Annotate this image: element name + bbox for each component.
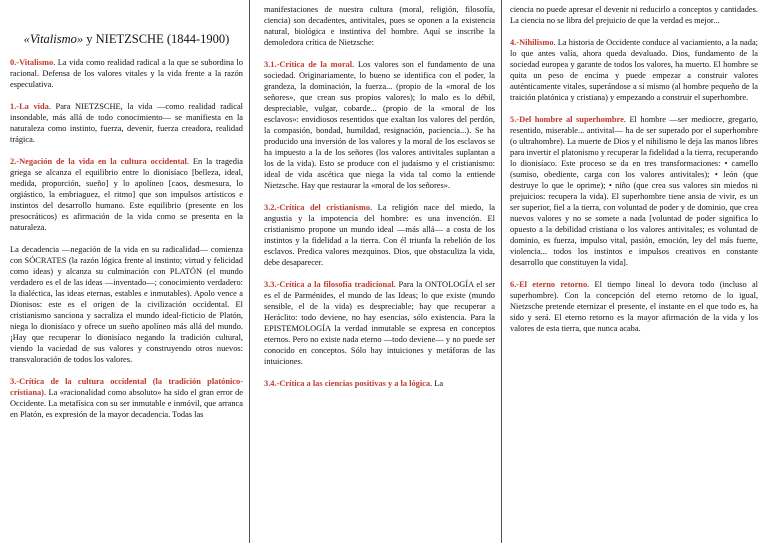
section-text: . La vida como realidad radical a la que se subordina lo racional. Defensa de los valores vitales y la vida frente a la razón especulativa. xyxy=(10,58,243,89)
section-vitalismo xyxy=(10,57,243,90)
section-heading: 2.-Negación de la vida en la cultura occidental xyxy=(10,157,187,166)
section-critica-moral xyxy=(264,59,495,191)
section-heading: 3.2.-Crítica del cristianismo xyxy=(264,203,371,212)
section-heading: 5.-Del hombre al superhombre xyxy=(510,115,624,124)
section-text: . Los valores son el fundamento de una sociedad. Originariamente, lo bueno se identifica con el poder, la grandeza, la dominación, la fuerza... (propio de la «moral de los señores», que crean sus propios valores); lo malo es lo débil, despreciable, vulgar, cobarde... (propio de la «moral de los esclavos»: envidiosos resentidos que exaltan los valores del perdón, la compasión, bondad, humildad, resignación, paciencia...). Se ha producido una inversión de los valores y la moral de los esclavos se ha impuesto a la de los señores (los valores antivitales suplantan a los de la vida). Esto se produce con el judaísmo y el cristianismo: ideal de vida ascética que niega la vida tal como la entiende Nietzsche. Hay que restaurar la «moral de los señores». xyxy=(264,60,495,190)
section-critica-filosofia xyxy=(264,279,495,367)
section-eterno-retorno xyxy=(510,279,758,334)
section-heading: 1.-La vida xyxy=(10,102,49,111)
section-heading: 4.-Nihilismo xyxy=(510,38,554,47)
section-negacion xyxy=(10,156,243,233)
section-critica-cristianismo xyxy=(264,202,495,268)
section-text: . La «racionalidad como absoluto» ha sido el gran error de Occidente. La metafísica con su ser inmutable e inmóvil, que arranca en Platón, es expresión de la mayor decadencia. Todas las xyxy=(10,388,243,419)
section-text: . La xyxy=(430,379,444,388)
section-la-vida xyxy=(10,101,243,145)
section-heading: 6.-El eterno retorno xyxy=(510,280,588,289)
title-rest: y NIETZSCHE (1844-1900) xyxy=(83,32,230,46)
section-continuation xyxy=(264,4,495,48)
section-superhombre xyxy=(510,114,758,268)
section-continuation xyxy=(510,4,758,26)
section-heading: 0.-Vitalismo xyxy=(10,58,54,67)
section-text: manifestaciones de nuestra cultura (moral, religión, filosofía, ciencia) son decadentes, antivitales, pues se oponen a la existencia natural, biológica e instintiva del hombre. Aquí se inscribe la demoledora crítica de Nietzsche: xyxy=(264,5,495,47)
section-text: . La historia de Occidente conduce al vaciamiento, a la nada; lo que antes valía, ahora queda devaluado. Dios, fundamento de la sociedad europea y garante de todos los valores, ha muerto. El hombre se quita un peso de encima y puede empezar a construir valores auténticamente vitales, superándose a sí mismo (al hombre pequeño de la traición platónica y cristiana) y empezando a construir el superhombre. xyxy=(510,38,758,102)
section-decadencia xyxy=(10,244,243,365)
section-critica-ciencias xyxy=(264,378,495,389)
section-text: . En la tragedia griega se alcanza el equilibrio entre lo dionisíaco [belleza, ideal, medida, proporción, sueño] y lo apolíneo [caos, desmesura, lo orgiástico, la embriaguez, el ritmo] que son impulsos artísticos e instintos del desarrollo humano. Este equilibrio (presente en los presocráticos) es afirmación de la vida como se presenta en la naturaleza. xyxy=(10,157,244,232)
column-1 xyxy=(0,0,250,543)
section-heading: 3.1.-Crítica de la moral xyxy=(264,60,353,69)
section-text: . Para la ONTOLOGÍA el ser es el de Parménides, el mundo de las Ideas; lo que existe (mundo sensible, el de la vida) es despreciable; hay que recuperar a Heráclito: todo deviene, no hay esencias, sólo existencia. Para la EPISTEMOLOGÍA la verdad inmutable se expresa en conceptos eternos. Pero no existe nada eterno —todo deviene— y no puede ser conocido en conceptos. Sólo hay intuiciones y metáforas de las intuiciones. xyxy=(264,280,495,366)
section-heading: 3.3.-Crítica a la filosofía tradicional xyxy=(264,280,394,289)
section-text: ciencia no puede apresar el devenir ni reducirlo a conceptos y cantidades. La ciencia no se libra del prejuicio de que la verdad es mejor... xyxy=(510,5,758,25)
section-text: . El hombre —ser mediocre, gregario, resentido, miserable... antivital— ha de ser superado por el superhombre (o ultrahombre). La muerte de Dios y el nihilismo le deja las manos libres para invertir el platonismo y recuperar la fidelidad a la tierra, recuperando lo dionisíaco. Este proceso se da en tres transformaciones: • camello (sumiso, obediente, carga con los valores antivitales); • león (que destruye lo que le oprime); • niño (que crea sus valores sin miedos ni prejuicios: recupera la vida). El superhombre tiene ansia de vivir, es un ser superior, fiel a la tierra, con voluntad de poder y de dominio, que crea nuevos valores y no se somete a nada [voluntad de poder significa lo opuesto a la debilidad cristiana o los valores antivitales; es voluntad de dominio, es fuerza, impulso vital, pasión, emoción, ley del más fuerte, violencia... todos los instintos e impulsos creativos en constante desarrollo que constituyen la vida]. xyxy=(510,115,758,267)
section-text: . El tiempo lineal lo devora todo (incluso al superhombre). Con la concepción del eterno retorno de lo igual, Nietzsche pretende eternizar el presente, el instante en el que todo es, ha sido y será. El eterno retorno es la mayor afirmación de la vida y los valores de esta tierra, que nunca acaba. xyxy=(510,280,758,333)
section-heading: 3.-Crítica de la cultura occidental (la tradición platónico-cristiana) xyxy=(10,377,243,397)
section-text: La decadencia —negación de la vida en su radicalidad— comienza con SÓCRATES (la razón lógica frente al instinto; virtud y felicidad como ideas) y alcanza su culminación con PLATÓN (el mundo verdadero es el de las ideas —inventado—; conocimiento verdadero: la dialéctica, las ideas eternas, estables e inmutables). Apolo vence a Dionisos: este es el origen de la civilización occidental. El cristianismo sanciona y sacraliza el mundo ideal-ficticio de Platón, niega lo dionisíaco y ofrece un sueño apolíneo más allá del mundo. ¡Hay que recuperar lo dionisíaco negando la tradición cultural, viendo la vaciedad de sus valores y construyendo otros nuevos: transvaloración de todos los valores. xyxy=(10,245,243,364)
section-critica-cultura xyxy=(10,376,243,420)
column-2 xyxy=(258,0,502,543)
section-nihilismo xyxy=(510,37,758,103)
section-heading: 3.4.-Crítica a las ciencias positivas y a la lógica xyxy=(264,379,431,388)
section-text: . La religión nace del miedo, la angustia y la impotencia del hombre: es una invención. El cristianismo propone un mundo ideal —más allá— a costa de los instintos y la fidelidad a la tierra. Con él triunfa la rebelión de los esclavos. Predica valores mezquinos. Dios, que obstaculiza la vida, debe desaparecer. xyxy=(264,203,495,267)
section-text: . Para NIETZSCHE, la vida —como realidad radical insondable, más allá de todo conocimiento— se manifiesta en la naturaleza como instinto, fuerza, devenir, fuerza creadora, realidad trágica. xyxy=(10,102,243,144)
title-italic: «Vitalismo» xyxy=(23,32,84,46)
document-title xyxy=(10,34,243,45)
column-3 xyxy=(502,0,764,543)
